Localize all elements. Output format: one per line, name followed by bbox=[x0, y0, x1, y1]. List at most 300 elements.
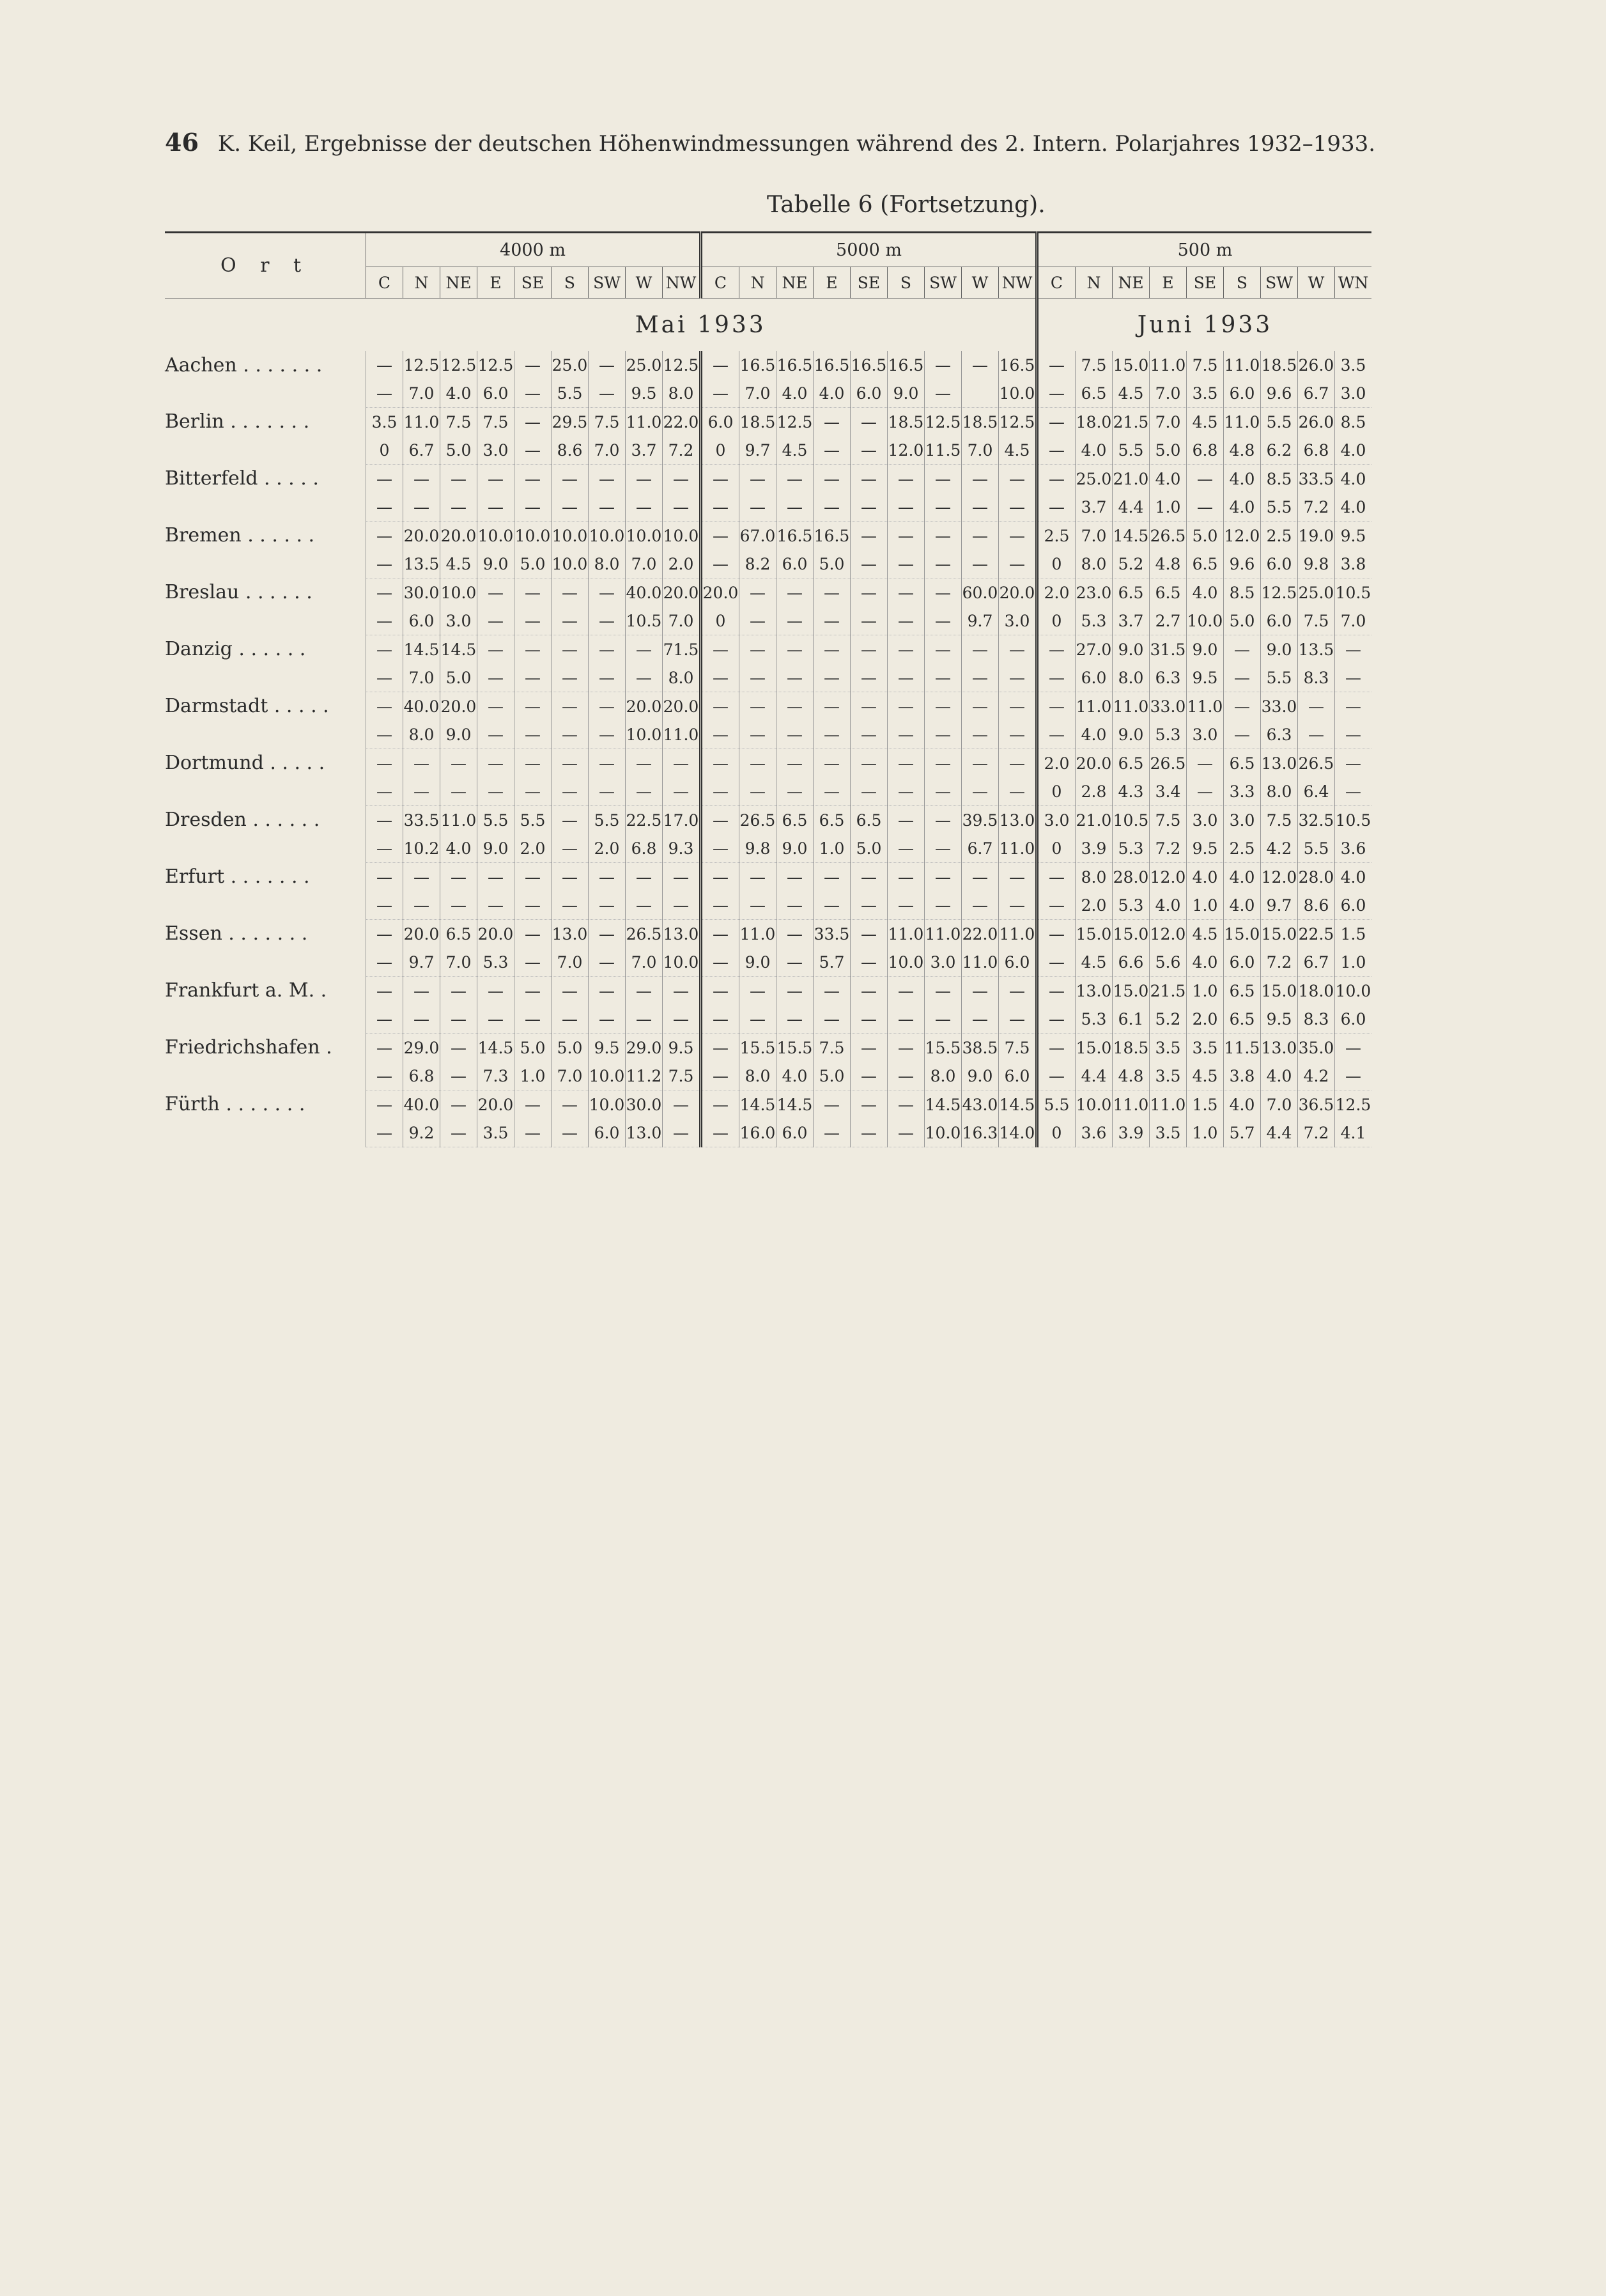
table-row bbox=[165, 465, 1371, 493]
table-cell: — bbox=[851, 522, 888, 550]
table-cell: 15.5 bbox=[776, 1034, 814, 1062]
table-cell: 15.0 bbox=[1113, 351, 1150, 379]
direction-header: N bbox=[739, 267, 776, 299]
direction-header: S bbox=[888, 267, 925, 299]
table-cell: 11.0 bbox=[440, 806, 477, 835]
table-cell: 5.5 bbox=[1037, 1090, 1076, 1119]
table-cell: — bbox=[440, 1062, 477, 1090]
table-cell: 7.2 bbox=[663, 436, 701, 465]
table-cell: 28.0 bbox=[1113, 863, 1150, 892]
table-cell: — bbox=[663, 977, 701, 1005]
table-cell: 5.3 bbox=[1150, 720, 1187, 749]
table-cell: — bbox=[925, 720, 962, 749]
table-cell: — bbox=[366, 1005, 403, 1034]
table-cell: 10.0 bbox=[1335, 977, 1372, 1005]
table-cell: — bbox=[626, 1005, 663, 1034]
table-cell: 9.5 bbox=[1187, 663, 1224, 692]
table-cell: — bbox=[440, 1005, 477, 1034]
table-cell: — bbox=[514, 692, 552, 721]
table-cell: — bbox=[366, 1034, 403, 1062]
table-cell: 9.5 bbox=[589, 1034, 626, 1062]
table-cell: 10.0 bbox=[1076, 1090, 1113, 1119]
table-cell: — bbox=[477, 635, 514, 664]
station-name: Aachen . . . . . . . bbox=[165, 353, 323, 376]
table-cell: 4.0 bbox=[1150, 891, 1187, 920]
table-cell: — bbox=[739, 777, 776, 806]
table-cell: 3.0 bbox=[1224, 806, 1261, 835]
table-cell: 4.0 bbox=[1335, 493, 1372, 522]
table-cell: 1.0 bbox=[814, 834, 851, 863]
table-cell: — bbox=[814, 692, 851, 721]
table-cell: — bbox=[888, 834, 925, 863]
table-row bbox=[165, 692, 1371, 721]
table-cell: 12.0 bbox=[1150, 863, 1187, 892]
direction-header: S bbox=[552, 267, 589, 299]
table-cell: — bbox=[403, 493, 440, 522]
table-cell: 9.8 bbox=[739, 834, 776, 863]
table-cell: — bbox=[552, 720, 589, 749]
table-cell: — bbox=[925, 522, 962, 550]
table-cell: — bbox=[1335, 692, 1372, 721]
table-cell: — bbox=[663, 493, 701, 522]
table-cell: 9.8 bbox=[1298, 550, 1335, 578]
table-cell: 13.0 bbox=[999, 806, 1037, 835]
table-cell: — bbox=[1037, 436, 1076, 465]
station-name: Berlin . . . . . . . bbox=[165, 410, 310, 433]
table-cell: 7.5 bbox=[999, 1034, 1037, 1062]
table-cell: 0 bbox=[1037, 834, 1076, 863]
table-cell: 4.2 bbox=[1261, 834, 1298, 863]
table-cell: 12.5 bbox=[925, 408, 962, 437]
table-cell: 11.0 bbox=[403, 408, 440, 437]
table-cell: 6.3 bbox=[1261, 720, 1298, 749]
table-cell: 6.0 bbox=[1224, 948, 1261, 977]
table-cell: 1.0 bbox=[1150, 493, 1187, 522]
table-cell: — bbox=[925, 777, 962, 806]
table-cell: — bbox=[962, 635, 999, 664]
table-cell: 15.5 bbox=[925, 1034, 962, 1062]
table-cell: — bbox=[851, 749, 888, 778]
direction-header: N bbox=[1076, 267, 1113, 299]
direction-header: W bbox=[962, 267, 999, 299]
table-cell: 36.5 bbox=[1298, 1090, 1335, 1119]
table-cell: — bbox=[851, 1090, 888, 1119]
table-cell: 10.0 bbox=[925, 1119, 962, 1147]
table-row bbox=[165, 948, 1371, 977]
table-cell: — bbox=[701, 749, 739, 778]
table-cell: 6.5 bbox=[1113, 749, 1150, 778]
table-cell: 4.5 bbox=[999, 436, 1037, 465]
table-cell: — bbox=[925, 663, 962, 692]
table-cell: 3.5 bbox=[1150, 1034, 1187, 1062]
table-cell: 4.4 bbox=[1113, 493, 1150, 522]
table-cell: 18.5 bbox=[888, 408, 925, 437]
table-cell: — bbox=[701, 777, 739, 806]
table-cell: — bbox=[888, 465, 925, 493]
table-cell: 5.5 bbox=[1113, 436, 1150, 465]
table-cell: — bbox=[366, 948, 403, 977]
table-cell: 15.0 bbox=[1076, 920, 1113, 949]
table-cell: 15.0 bbox=[1224, 920, 1261, 949]
table-cell: 5.0 bbox=[552, 1034, 589, 1062]
month-label: Juni 1933 bbox=[1037, 299, 1372, 352]
table-cell: 9.0 bbox=[1113, 720, 1150, 749]
table-cell: — bbox=[776, 1005, 814, 1034]
table-cell: 7.2 bbox=[1298, 493, 1335, 522]
table-cell: 10.0 bbox=[999, 379, 1037, 408]
table-cell: 22.0 bbox=[663, 408, 701, 437]
table-cell: — bbox=[962, 720, 999, 749]
table-cell: 13.0 bbox=[552, 920, 589, 949]
table-cell: 33.0 bbox=[1261, 692, 1298, 721]
direction-header: W bbox=[1298, 267, 1335, 299]
table-cell: — bbox=[701, 663, 739, 692]
table-cell: 6.0 bbox=[1224, 379, 1261, 408]
table-cell: 8.0 bbox=[1076, 863, 1113, 892]
table-cell: 11.0 bbox=[1113, 692, 1150, 721]
table-cell: — bbox=[626, 977, 663, 1005]
table-cell: — bbox=[776, 977, 814, 1005]
table-cell: — bbox=[514, 408, 552, 437]
table-cell: 11.0 bbox=[1187, 692, 1224, 721]
table-cell: 12.5 bbox=[999, 408, 1037, 437]
table-cell: — bbox=[477, 465, 514, 493]
table-row bbox=[165, 720, 1371, 749]
station-name: Essen . . . . . . . bbox=[165, 922, 308, 945]
table-cell: 10.5 bbox=[626, 607, 663, 635]
table-cell: — bbox=[999, 891, 1037, 920]
table-cell: 8.3 bbox=[1298, 1005, 1335, 1034]
table-cell: 11.0 bbox=[626, 408, 663, 437]
table-cell: 9.5 bbox=[663, 1034, 701, 1062]
table-cell: 10.2 bbox=[403, 834, 440, 863]
table-cell: 9.6 bbox=[1224, 550, 1261, 578]
table-cell: — bbox=[663, 1005, 701, 1034]
table-cell: 4.8 bbox=[1113, 1062, 1150, 1090]
table-cell: 22.5 bbox=[626, 806, 663, 835]
table-cell: — bbox=[814, 493, 851, 522]
table-cell: 6.5 bbox=[776, 806, 814, 835]
table-cell: — bbox=[814, 635, 851, 664]
table-cell: 14.5 bbox=[403, 635, 440, 664]
table-cell: 29.0 bbox=[626, 1034, 663, 1062]
table-cell: — bbox=[776, 891, 814, 920]
table-cell: — bbox=[851, 635, 888, 664]
direction-header: SW bbox=[925, 267, 962, 299]
table-cell: 21.5 bbox=[1150, 977, 1187, 1005]
table-cell: — bbox=[925, 891, 962, 920]
table-cell: — bbox=[962, 692, 999, 721]
month-label: Mai 1933 bbox=[635, 311, 766, 338]
direction-header: NE bbox=[1113, 267, 1150, 299]
direction-header: E bbox=[477, 267, 514, 299]
table-cell: 6.0 bbox=[851, 379, 888, 408]
table-cell: — bbox=[851, 663, 888, 692]
table-cell: — bbox=[999, 550, 1037, 578]
table-cell: 6.0 bbox=[1335, 1005, 1372, 1034]
table-cell: — bbox=[366, 920, 403, 949]
table-cell: — bbox=[514, 777, 552, 806]
table-cell: 3.6 bbox=[1335, 834, 1372, 863]
table-cell: 33.5 bbox=[814, 920, 851, 949]
table-cell: — bbox=[701, 948, 739, 977]
table-cell: 6.8 bbox=[403, 1062, 440, 1090]
table-cell: — bbox=[776, 465, 814, 493]
table-cell: — bbox=[552, 834, 589, 863]
table-cell: — bbox=[925, 1005, 962, 1034]
table-cell: 1.5 bbox=[1335, 920, 1372, 949]
table-cell: — bbox=[739, 692, 776, 721]
table-cell: — bbox=[1037, 635, 1076, 664]
table-cell: 8.6 bbox=[1298, 891, 1335, 920]
table-cell: 16.5 bbox=[814, 522, 851, 550]
station-name: Fürth . . . . . . . bbox=[165, 1093, 305, 1116]
table-cell: — bbox=[477, 692, 514, 721]
table-cell: — bbox=[888, 550, 925, 578]
table-cell: — bbox=[776, 493, 814, 522]
table-cell: 5.0 bbox=[814, 1062, 851, 1090]
table-cell: 23.0 bbox=[1076, 578, 1113, 607]
table-cell: — bbox=[999, 720, 1037, 749]
table-cell: — bbox=[999, 635, 1037, 664]
table-cell: 4.0 bbox=[1224, 493, 1261, 522]
table-cell: 4.0 bbox=[1187, 863, 1224, 892]
table-cell: 7.2 bbox=[1261, 948, 1298, 977]
table-cell: — bbox=[589, 948, 626, 977]
table-cell: — bbox=[589, 692, 626, 721]
table-row bbox=[165, 749, 1371, 778]
table-cell: — bbox=[589, 920, 626, 949]
table-cell: 26.5 bbox=[739, 806, 776, 835]
table-cell: 6.0 bbox=[477, 379, 514, 408]
table-caption: Tabelle 6 (Fortsetzung). bbox=[767, 192, 1046, 218]
table-cell: — bbox=[888, 607, 925, 635]
table-cell: 11.0 bbox=[1224, 408, 1261, 437]
direction-header: N bbox=[403, 267, 440, 299]
table-cell: — bbox=[552, 891, 589, 920]
table-cell: — bbox=[1037, 351, 1076, 379]
table-cell: — bbox=[366, 379, 403, 408]
table-cell: 20.0 bbox=[440, 522, 477, 550]
table-cell: 6.8 bbox=[1298, 436, 1335, 465]
table-cell: 20.0 bbox=[477, 1090, 514, 1119]
table-cell: — bbox=[589, 635, 626, 664]
table-cell: 31.5 bbox=[1150, 635, 1187, 664]
table-cell: — bbox=[440, 977, 477, 1005]
table-cell: — bbox=[999, 493, 1037, 522]
table-cell: 9.2 bbox=[403, 1119, 440, 1147]
table-cell: — bbox=[552, 863, 589, 892]
table-cell: 7.0 bbox=[1150, 379, 1187, 408]
table-row bbox=[165, 607, 1371, 635]
table-cell: — bbox=[366, 578, 403, 607]
table-cell: — bbox=[962, 777, 999, 806]
table-cell: 4.5 bbox=[1113, 379, 1150, 408]
table-cell: 6.0 bbox=[999, 948, 1037, 977]
table-cell: 1.5 bbox=[1187, 1090, 1224, 1119]
table-cell: — bbox=[626, 891, 663, 920]
table-cell: 9.0 bbox=[1187, 635, 1224, 664]
table-cell: 5.5 bbox=[1261, 408, 1298, 437]
table-cell: — bbox=[589, 663, 626, 692]
table-cell: 15.0 bbox=[1261, 920, 1298, 949]
table-cell: 6.5 bbox=[1224, 977, 1261, 1005]
table-cell: 7.0 bbox=[1076, 522, 1113, 550]
group-header: 5000 m bbox=[701, 233, 1037, 267]
table-cell: 20.0 bbox=[1076, 749, 1113, 778]
table-cell: — bbox=[477, 749, 514, 778]
table-cell: — bbox=[776, 692, 814, 721]
table-cell: 18.0 bbox=[1076, 408, 1113, 437]
table-cell: 5.3 bbox=[1113, 834, 1150, 863]
table-cell: — bbox=[701, 1119, 739, 1147]
table-cell: 26.5 bbox=[1150, 522, 1187, 550]
table-cell: — bbox=[514, 578, 552, 607]
table-cell: — bbox=[366, 607, 403, 635]
table-cell: — bbox=[851, 408, 888, 437]
table-cell: 6.7 bbox=[1298, 379, 1335, 408]
table-cell: 16.5 bbox=[739, 351, 776, 379]
table-cell: 2.0 bbox=[1076, 891, 1113, 920]
table-cell: — bbox=[626, 493, 663, 522]
table-cell: 6.0 bbox=[1261, 607, 1298, 635]
table-cell: 10.5 bbox=[1335, 806, 1372, 835]
table-cell: — bbox=[701, 522, 739, 550]
table-cell: — bbox=[701, 806, 739, 835]
table-cell: — bbox=[514, 436, 552, 465]
table-cell: 3.7 bbox=[1076, 493, 1113, 522]
table-cell: — bbox=[888, 749, 925, 778]
table-cell: 4.1 bbox=[1335, 1119, 1372, 1147]
table-cell: 14.5 bbox=[925, 1090, 962, 1119]
table-cell: — bbox=[514, 1090, 552, 1119]
table-row bbox=[165, 379, 1371, 408]
table-cell: 5.0 bbox=[440, 663, 477, 692]
table-cell: 3.9 bbox=[1113, 1119, 1150, 1147]
table-cell: 60.0 bbox=[962, 578, 999, 607]
table-cell: 8.3 bbox=[1298, 663, 1335, 692]
table-cell: — bbox=[440, 863, 477, 892]
table-cell: — bbox=[626, 863, 663, 892]
table-cell: — bbox=[1037, 663, 1076, 692]
table-cell: 6.0 bbox=[403, 607, 440, 635]
running-head-text: K. Keil, Ergebnisse der deutschen Höhenwindmessungen während des 2. Intern. Polarjahres 1932–1933. bbox=[217, 131, 1376, 157]
table-cell: 71.5 bbox=[663, 635, 701, 664]
table-cell: 15.0 bbox=[1076, 1034, 1113, 1062]
table-cell: 12.5 bbox=[440, 351, 477, 379]
table-cell: 0 bbox=[1037, 607, 1076, 635]
table-cell: 7.0 bbox=[663, 607, 701, 635]
table-cell: 10.0 bbox=[663, 948, 701, 977]
table-cell: — bbox=[1224, 663, 1261, 692]
table-cell: — bbox=[477, 1005, 514, 1034]
table-cell: — bbox=[851, 920, 888, 949]
table-cell: 16.5 bbox=[999, 351, 1037, 379]
table-cell: 3.5 bbox=[1150, 1062, 1187, 1090]
table-cell: 7.5 bbox=[589, 408, 626, 437]
table-cell: 6.4 bbox=[1298, 777, 1335, 806]
table-cell: 7.0 bbox=[1335, 607, 1372, 635]
table-cell: — bbox=[776, 663, 814, 692]
table-cell: — bbox=[701, 1005, 739, 1034]
table-cell: — bbox=[589, 1005, 626, 1034]
table-cell: — bbox=[701, 834, 739, 863]
table-cell: — bbox=[888, 1005, 925, 1034]
table-cell: 7.0 bbox=[589, 436, 626, 465]
table-cell: — bbox=[366, 1062, 403, 1090]
table-cell: 3.7 bbox=[626, 436, 663, 465]
table-cell: 5.0 bbox=[1187, 522, 1224, 550]
table-cell: — bbox=[440, 493, 477, 522]
table-cell: — bbox=[851, 692, 888, 721]
table-cell: 8.5 bbox=[1335, 408, 1372, 437]
table-cell: — bbox=[552, 1005, 589, 1034]
table-cell: — bbox=[440, 749, 477, 778]
table-cell: 20.0 bbox=[477, 920, 514, 949]
table-cell: — bbox=[888, 692, 925, 721]
table-cell: — bbox=[1187, 749, 1224, 778]
table-cell: — bbox=[739, 1005, 776, 1034]
table-cell: 7.5 bbox=[663, 1062, 701, 1090]
table-cell: 7.2 bbox=[1150, 834, 1187, 863]
table-cell: — bbox=[552, 749, 589, 778]
table-cell: 10.0 bbox=[589, 1062, 626, 1090]
table-cell: — bbox=[888, 720, 925, 749]
table-cell: 4.5 bbox=[440, 550, 477, 578]
table-cell: — bbox=[776, 948, 814, 977]
table-cell: — bbox=[701, 379, 739, 408]
table-cell: 4.4 bbox=[1261, 1119, 1298, 1147]
table-cell: — bbox=[962, 749, 999, 778]
table-cell: — bbox=[514, 493, 552, 522]
table-cell: — bbox=[1037, 692, 1076, 721]
table-cell: — bbox=[814, 1119, 851, 1147]
table-cell: 40.0 bbox=[403, 1090, 440, 1119]
table-cell: — bbox=[776, 607, 814, 635]
table-cell: — bbox=[366, 720, 403, 749]
group-header: 4000 m bbox=[366, 233, 701, 267]
table-cell: 4.0 bbox=[1261, 1062, 1298, 1090]
table-cell: 26.5 bbox=[626, 920, 663, 949]
table-cell: 28.0 bbox=[1298, 863, 1335, 892]
table-cell: — bbox=[851, 1034, 888, 1062]
table-cell: 5.0 bbox=[1150, 436, 1187, 465]
table-cell: — bbox=[477, 977, 514, 1005]
table-row bbox=[165, 806, 1371, 835]
table-cell: — bbox=[776, 578, 814, 607]
table-cell: 8.0 bbox=[1261, 777, 1298, 806]
table-cell: 5.3 bbox=[477, 948, 514, 977]
table-cell: 30.0 bbox=[403, 578, 440, 607]
table-cell: — bbox=[663, 1090, 701, 1119]
table-cell: 6.5 bbox=[851, 806, 888, 835]
table-cell: — bbox=[1187, 493, 1224, 522]
table-row bbox=[165, 351, 1371, 379]
table-cell: — bbox=[925, 863, 962, 892]
direction-header: S bbox=[1224, 267, 1261, 299]
table-cell: — bbox=[514, 351, 552, 379]
table-cell: 6.0 bbox=[701, 408, 739, 437]
station-name: Bitterfeld . . . . . bbox=[165, 467, 319, 490]
table-cell: 2.5 bbox=[1261, 522, 1298, 550]
table-cell: — bbox=[1037, 379, 1076, 408]
ort-header: O r t bbox=[165, 233, 366, 299]
table-cell: 20.0 bbox=[440, 692, 477, 721]
table-cell: 9.0 bbox=[477, 550, 514, 578]
table-cell: 6.5 bbox=[814, 806, 851, 835]
table-cell: — bbox=[589, 493, 626, 522]
table-row bbox=[165, 663, 1371, 692]
